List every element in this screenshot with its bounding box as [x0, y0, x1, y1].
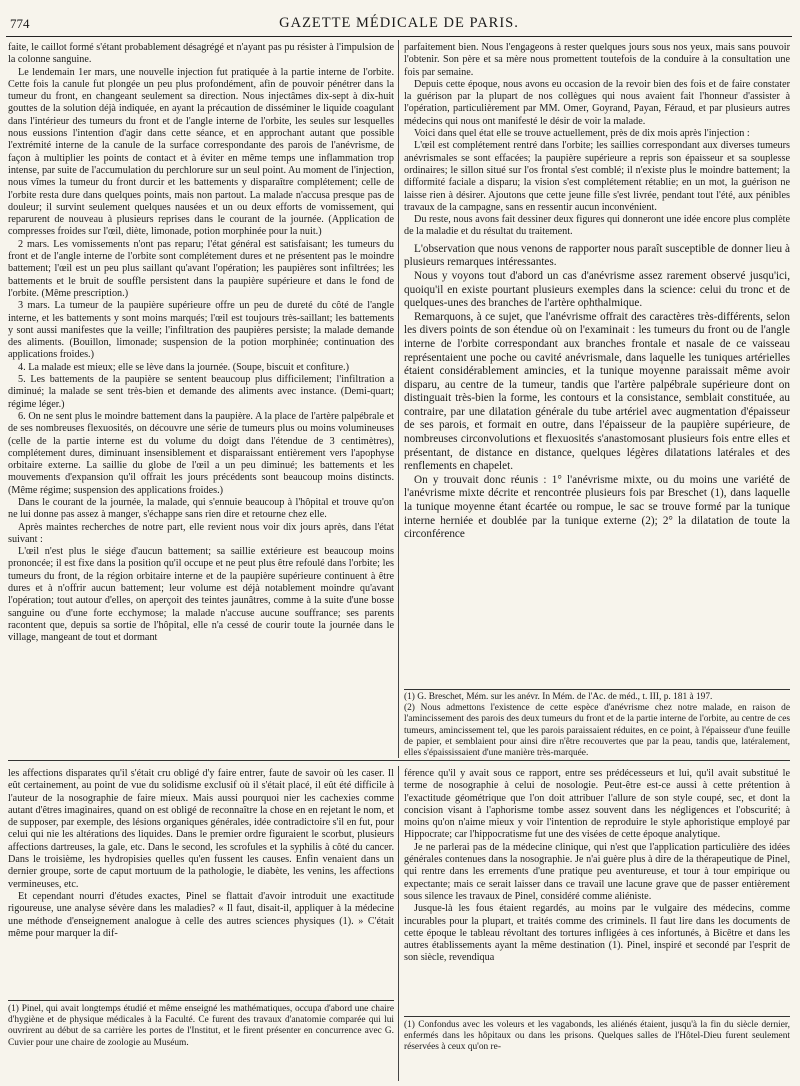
paragraph: L'œil est complétement rentré dans l'orbite; les saillies correspondant aux diverses tumeurs anévrismales se sont effacées; la paupière supérieure a repris son épaisseur et sa souplesse ordinaires; le sillon situé sur l'os frontal s'est comblé; il n'existe plus le moindre battement; la difformité faciale a disparu; la vision s'est complétement rétablie; en un mot, la guérison ne laisse rien à désirer. Ajoutons que cette jeune fille s'est livrée, pendant tout l'été, aux pénibles travaux de la campagne, sans en ressentir aucun inconvénient.: [404, 140, 790, 213]
column-divider-bottom: [398, 766, 399, 1081]
paragraph: Nous y voyons tout d'abord un cas d'anévrisme assez rarement observé jusqu'ici, quoiqu'il en existe pourtant plusieurs exemples dans la science: celui du tronc et de quelques-unes des branches de l'artère ophthalmique.: [404, 269, 790, 310]
case-report-column-right: [404, 42, 790, 684]
footnote-rule: [8, 1000, 394, 1001]
page-number: 774: [10, 16, 30, 31]
case-report-column-left: [8, 42, 394, 752]
paragraph: parfaitement bien. Nous l'engageons à rester quelques jours sous nos yeux, mais sans pouvoir l'obtenir. Son père et sa mère nous promettent toutefois de la conduire à la consultation une fois par semaine.: [404, 42, 790, 78]
paragraph: On y trouvait donc réunis : 1° l'anévrisme mixte, ou du moins une variété de l'anévrisme mixte décrite et rencontrée plusieurs fois par Breschet (1), dans laquelle la tunique moyenne étant écartée ou rompue, le sac se trouve formé par la tunique interne herniée et doublée par la tunique externe (2); 2° la dilatation de toute la circonférence: [404, 473, 790, 541]
paragraph: Et cependant nourri d'études exactes, Pinel se flattait d'avoir introduit une exactitude rigoureuse, une analyse sévère dans les maladies? « Il faut, disait-il, appliquer à la médecine une méthode d'enseignement analogue à celle des autres sciences physiques (1). » C'était même pour marquer la dif-: [8, 890, 394, 939]
paragraph: 2 mars. Les vomissements n'ont pas reparu; l'état général est satisfaisant; les tumeurs du front et de l'angle interne de l'orbite sont complétement dures et ne présentent pas le moindre battement; l'œil est un peu plus saillant qu'avant l'opération; les paupières sont infiltrées; les battements et le bruit de souffle persistent dans la paupière supérieure et dans le fond de l'orbite. (Même prescription.): [8, 238, 394, 299]
footnotes-bottom-right: [404, 1020, 790, 1084]
feuilleton-column-left: [8, 768, 394, 996]
paragraph: L'observation que nous venons de rapporter nous paraît susceptible de donner lieu à plusieurs remarques intéressantes.: [404, 242, 790, 269]
column-divider-top: [398, 40, 399, 758]
footnote-rule: [404, 689, 790, 690]
paragraph: les affections disparates qu'il s'était cru obligé d'y faire entrer, faute de savoir où les caser. Il eût certainement, au point de vue du solidisme exclusif où il s'était placé, il eût été difficile à l'auteur de la nosographie de faire mieux. Mais aussi pourquoi nier les cachexies comme autant d'êtres imaginaires, quand on est obligé de reconnaître la chose en en rejetant le nom, et de supposer, par exemple, des lésions organiques générales, idée contradictoire s'il en fut, pour celui qui nie les altérations des liquides. Dans le premier ordre figuraient le scorbut, plusieurs affections dartreuses, la gale, etc. Dans le second, les scrofules et la syphilis à côté du cancer. Dans le troisième, les hydropisies quelles qu'en fussent les causes. Enfin venaient dans un dernier groupe, sorte de caput mortuum de la pathologie, le diabète, les venins, les affections vermineuses, etc.: [8, 768, 394, 890]
paragraph: Jusque-là les fous étaient regardés, au moins par le vulgaire des médecins, comme incurables pour la plupart, et traités comme des criminels. Il faut lire dans les documents de cette époque le tableau révoltant des tortures infligées à ces infortunés, à Bicêtre et dans les autres établissements ayant la même destination (1). Pinel, inspiré et secondé par l'esprit de son siècle, revendiqua: [404, 903, 790, 964]
paragraph: 5. Les battements de la paupière se sentent beaucoup plus difficilement; l'infiltration a diminué; la malade se sent très-bien et demande des aliments avec instance. (Demi-quart; régime léger.): [8, 374, 394, 410]
journal-title: GAZETTE MÉDICALE DE PARIS.: [279, 15, 519, 31]
page-header: [6, 12, 792, 34]
feuilleton-column-right: [404, 768, 790, 1012]
paragraph: 4. La malade est mieux; elle se lève dans la journée. (Soupe, biscuit et confiture.): [18, 361, 349, 373]
paragraph: 3 mars. La tumeur de la paupière supérieure offre un peu de dureté du côté de l'angle interne, et les battements y sont moins marqués; l'œil est toujours très-saillant; les battements y sont aussi manifestes que la veille; l'infiltration des paupières persiste; la malade demande des aliments. (Bouillon, limonade; suspension de la potion morphinée; continuation des applications froides.): [8, 300, 394, 361]
header-rule: [6, 36, 792, 37]
footnote: (1) Confondus avec les voleurs et les vagabonds, les aliénés étaient, jusqu'à la fin du siècle dernier, enfermés dans les hôpitaux ou dans les prisons. Quelques salles de l'Hôtel-Dieu furent seulement réservées à ceux qu'on re-: [404, 1020, 790, 1053]
footnote: (1) G. Breschet, Mém. sur les anévr. In Mém. de l'Ac. de méd., t. III, p. 181 à 197.: [404, 692, 713, 702]
paragraph: Depuis cette époque, nous avons eu occasion de la revoir bien des fois et de faire constater la guérison par la plupart de nos collègues qui nous avaient fait l'honneur d'assister à l'opération, particulièrement par MM. Omer, Goyrand, Payan, Féraud, et par plusieurs autres médecins qui nous ont manifesté le désir de voir la malade.: [404, 78, 790, 127]
paragraph: Dans le courant de la journée, la malade, qui s'ennuie beaucoup à l'hôpital et trouve qu'on ne lui donne pas assez à manger, s'échappe sans rien dire et retourne chez elle.: [8, 496, 394, 521]
paragraph: Je ne parlerai pas de la médecine clinique, qui n'est que l'application particulière des idées générales contenues dans la nosographie. Je n'ai guère plus à dire de la thérapeutique de Pinel, qui rentre dans les errements d'une pratique peu aventureuse, et tour à tour empirique ou expectante; mais ce serait laisser dans ce travail une lacune grave que de passer entièrement sous silence les travaux de Pinel, considéré comme aliéniste.: [404, 841, 790, 902]
paragraph: Du reste, nous avons fait dessiner deux figures qui donneront une idée encore plus complète de la maladie et du résultat du traitement.: [404, 214, 790, 238]
paragraph: faite, le caillot formé s'étant probablement désagrégé et n'ayant pas pu résister à l'impulsion de la colonne sanguine.: [8, 42, 394, 66]
remarks-section: [404, 243, 790, 542]
paragraph: Le lendemain 1er mars, une nouvelle injection fut pratiquée à la partie interne de l'orbite. Cette fois la canule fut plongée un peu plus profondément, afin de pouvoir pénétrer dans la tumeur du front, en changeant seulement sa direction. Nous injectâmes dix-sept à dix-huit gouttes de la solution déjà indiquée, en ayant la précaution de disséminer le liquide coagulant dans l'intérieur des tumeurs du front et de l'angle interne de l'orbite, les seules sur lesquelles nous eussions l'intention d'agir dans cette séance, et en approchant autant que possible l'extrémité interne de la canule de la surface correspondante des parois de l'anévrisme, de façon à multiplier les points de contact et à éviter en même temps une inflammation trop intense, par suite de l'accumulation du perchlorure sur un seul point. Au moment de l'injection, nous vîmes la tumeur du front durcir et les battements y disparaître complétement; celle de l'orbite resta dure dans quelques points, mais non partout. La malade n'accusa presque pas de douleur; il survint seulement quelques nausées et un ou deux efforts de vomissement, qui reparurent de nouveau à plusieurs reprises dans le courant de la journée. (Application de compresses froides sur l'œil, diète, limonade, potion morphinée pour la nuit.): [8, 66, 394, 238]
paragraph: 6. On ne sent plus le moindre battement dans la paupière. A la place de l'artère palpébrale et de ses nombreuses flexuosités, on découvre une série de tumeurs plus ou moins volumineuses (celle de la partie interne est du volume du doigt dans l'étendue de 3 centimètres), complétement dures, diminuant insensiblement et disparaissant entièrement vers l'apophyse orbitaire externe. La saillie du globe de l'œil a un peu diminué; les battements et les mouvements d'expansion qu'il offrait les jours précédents sont beaucoup moins distincts. (Même régime; suspension des applications froides.): [8, 410, 394, 496]
paragraph: Voici dans quel état elle se trouve actuellement, près de dix mois après l'injection :: [414, 128, 750, 140]
footnotes-bottom-left: [8, 1004, 394, 1084]
paragraph: Après maintes recherches de notre part, elle revient nous voir dix jours après, dans l'état suivant :: [8, 521, 394, 545]
paragraph: Remarquons, à ce sujet, que l'anévrisme offrait des caractères très-différents, selon les divers points de son étendue où on l'examinait : les tumeurs du front ou de l'angle interne de l'orbite correspondant aux branches frontale et nasale de ce vaisseau représentaient une poche ou cavité anévrismale, dans laquelle les tuniques artérielles étaient considérablement amincies, et la tunique moyenne paraissait même avoir disparu, au centre de la tumeur, tandis que l'artère palpébrale supérieure dont on distinguait très-bien la forme, les contours et la consistance, semblait constituée, au contraire, par une dilatation générale du tube artériel avec augmentation d'épaisseur de ses parois, et formait en outre, dans l'épaisseur de la paupière supérieure, de nombreuses circonvolutions et flexuosités s'anastomosant plusieurs fois entre elles et présentant, de distance en distance, quelques légères dilatations latérales et des renflements en chapelet.: [404, 310, 790, 473]
paragraph: L'œil n'est plus le siége d'aucun battement; sa saillie extérieure est beaucoup moins prononcée; il est fixe dans la position qu'il occupe et ne peut plus être refoulé dans l'orbite; les tumeurs du front, de la région orbitaire interne et de la paupière supérieure continuent à être dures et à n'offrir aucun battement; leur volume est déjà notablement moindre qu'avant l'opération; tout autour d'elles, on aperçoit des teintes jaunâtres, comme à la suite d'une bosse sanguine ou d'une forte ecchymose; la malade n'accuse aucune souffrance; ses parents racontent que, depuis sa sortie de l'hôpital, elle n'a cessé de courir toute la journée dans le village, mangeant de tout et dormant: [8, 546, 394, 644]
section-divider: [8, 760, 790, 761]
footnote-rule: [404, 1016, 790, 1017]
footnotes-top-right: [404, 692, 790, 758]
footnote: (2) Nous admettons l'existence de cette espèce d'anévrisme chez notre malade, en raison de l'amincissement des parois des deux tumeurs du front et de la partie interne de l'orbite, au centre de ces tumeurs, amincissement tel, que les parois paraissaient réduites, en ce point, à l'épaisseur d'une feuille de papier, et semblaient pour ainsi dire n'être recouvertes que par la peau, tandis que, latéralement, elles s'épaississaient d'une manière très-marquée.: [404, 703, 790, 758]
footnote: (1) Pinel, qui avait longtemps étudié et même enseigné les mathématiques, occupa d'abord une chaire d'hygiène et de physique médicales à la Faculté. Ce furent des travaux d'anatomie comparée qui lui ouvrirent au début de sa carrière les portes de l'Institut, et le firent présenter en concurrence avec G. Cuvier pour une chaire de zoologie au Muséum.: [8, 1004, 394, 1048]
paragraph: férence qu'il y avait sous ce rapport, entre ses prédécesseurs et lui, qu'il avait substitué le terme de nosographie à celui de nosologie. Peut-être est-ce aussi à cette prétention à l'exactitude géométrique que l'on doit attribuer l'allure de son style coupé, sec, et dont la concision visant à l'aphorisme tombe assez souvent dans les négligences et l'obscurité; à moins qu'on n'aime mieux y voir l'intention de reproduire le style aphoristique employé par Hippocrate; car l'hippocratisme fut une des visées de cette époque analytique.: [404, 768, 790, 841]
